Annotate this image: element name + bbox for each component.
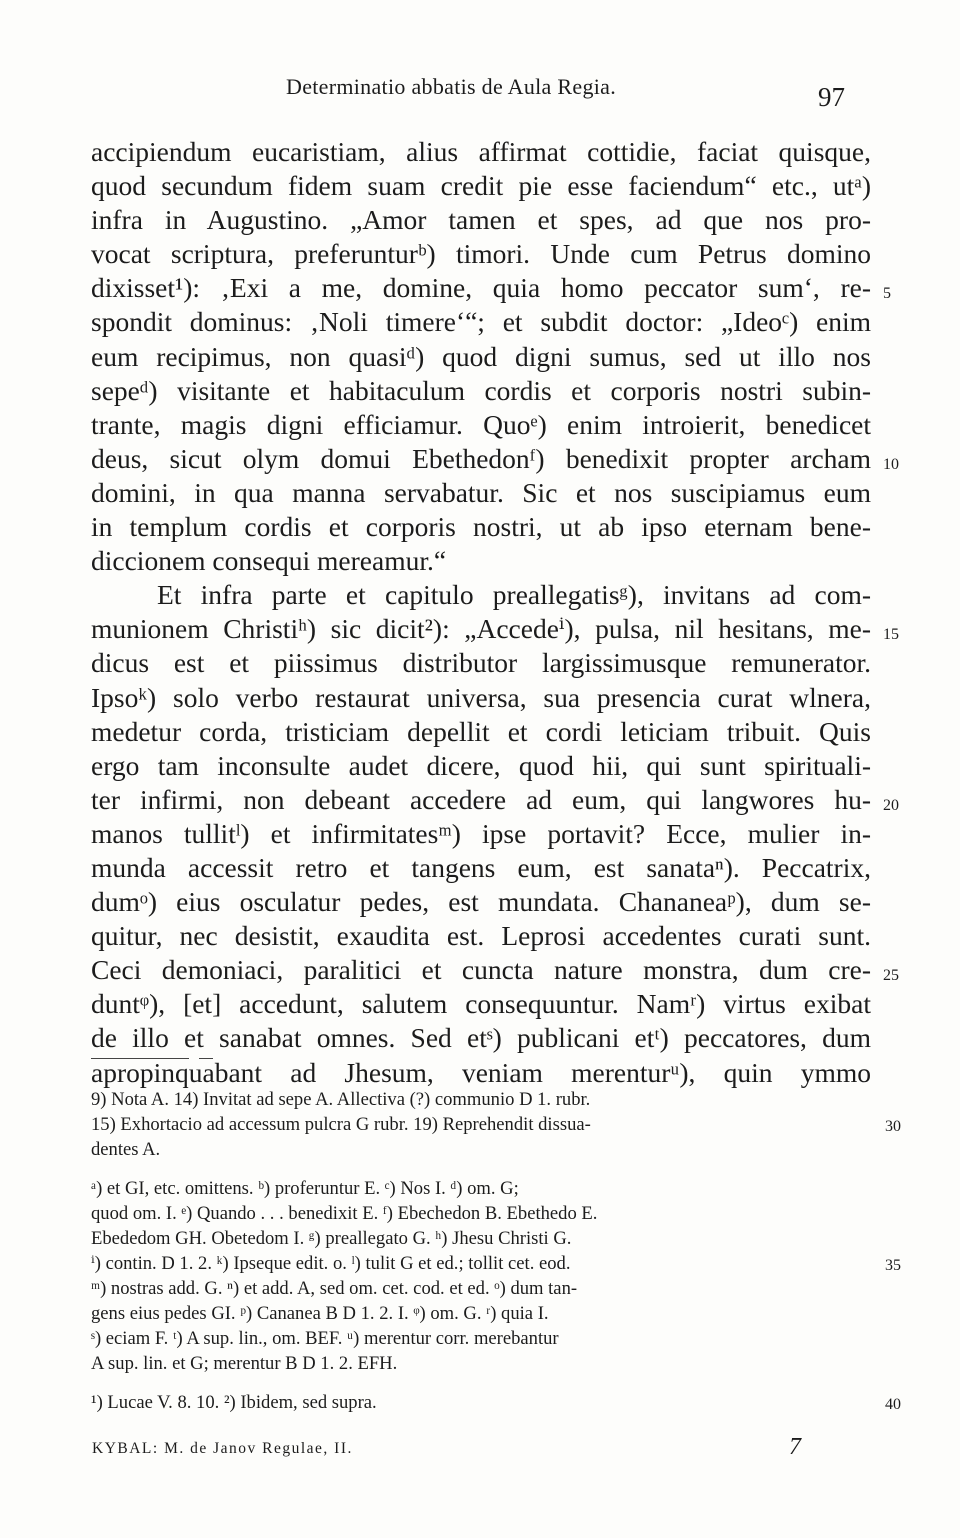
signature-line: KYBAL: M. de Janov Regulae, II. (92, 1440, 353, 1457)
line-text: deus, sicut olym domui Ebethedonᶠ) benedixit propter archam (91, 442, 871, 474)
line-text: vocat scriptura, preferunturᵇ) timori. Unde cum Petrus domino (91, 238, 871, 270)
line-text: dicus est et piissimus distributor largissimusque remunerator. (91, 647, 871, 679)
line-number: 20 (883, 796, 899, 814)
line-number: 30 (885, 1118, 901, 1135)
line-text: 15) Exhortacio ad accessum pulcra G rubr. 19) Reprehendit dissua- (91, 1114, 591, 1135)
line-text: domini, in qua manna servabatur. Sic et nos suscipiamus eum (91, 476, 871, 508)
line-text: Et infra parte et capitulo preallegatisᵍ), invitans ad com- (157, 579, 871, 611)
text-line (91, 544, 871, 578)
text-line (91, 203, 871, 237)
line-text: dentes A. (91, 1139, 161, 1160)
text-line (91, 1056, 871, 1090)
line-text: in templum cordis et corporis nostri, ut ab ipso eternam bene- (91, 511, 871, 543)
text-line (91, 715, 871, 749)
line-text: quitur, nec desistit, exaudita est. Leprosi accedentes curati sunt. (91, 920, 871, 952)
text-line (91, 1326, 873, 1351)
text-line (91, 1201, 873, 1226)
text-line (91, 885, 871, 919)
line-text: dixisset¹): ‚Exi a me, domine, quia homo peccator sum‘, re- (91, 272, 871, 304)
line-number: 10 (883, 455, 899, 473)
line-text: gens eius pedes GI. ᵖ) Cananea B D 1. 2. I. ᵠ) om. G. ʳ) quia I. (91, 1303, 549, 1324)
line-text: ᵐ) nostras add. G. ⁿ) et add. A, sed om. cet. cod. et ed. ᵒ) dum tan- (91, 1278, 578, 1299)
line-text: A sup. lin. et G; merentur B D 1. 2. EFH. (91, 1353, 398, 1374)
line-text: diccionem consequi mereamur.“ (91, 545, 447, 577)
text-line (91, 851, 871, 885)
text-line (91, 374, 871, 408)
line-text: spondit dominus: ‚Noli timere‘“; et subdit doctor: „Ideoᶜ) enim (91, 306, 871, 338)
text-line (91, 237, 871, 271)
line-number: 40 (885, 1396, 901, 1413)
line-text: medetur corda, tristiciam depellit et cordi leticiam tribuit. Quis (91, 715, 871, 747)
line-text: quod secundum fidem suam credit pie esse faciendum“ etc., utᵃ) (91, 170, 871, 202)
line-text: infra in Augustino. „Amor tamen et spes, ad que nos pro- (91, 204, 871, 236)
text-line (91, 271, 891, 305)
line-number: 25 (883, 967, 899, 985)
text-line (91, 340, 871, 374)
text-line (91, 1087, 873, 1112)
text-line (91, 612, 899, 646)
text-line (91, 169, 871, 203)
text-line (91, 476, 871, 510)
line-text: munionem Christiʰ) sic dicit²): „Accedeⁱ), pulsa, nil hesitans, me- (91, 613, 871, 645)
line-text: munda accessit retro et tangens eum, est sanataⁿ). Peccatrix, (91, 851, 871, 883)
text-line (91, 987, 871, 1021)
text-line (91, 817, 871, 851)
line-text: duntᵠ), [et] accedunt, salutem consequuntur. Namʳ) virtus exibat (91, 988, 871, 1020)
line-text: Ceci demoniaci, paralitici et cuncta nature monstra, dum cre- (91, 954, 871, 986)
text-line (91, 1176, 873, 1201)
text-line (91, 681, 871, 715)
text-line (91, 1021, 871, 1055)
text-line (91, 1301, 873, 1326)
line-text: trante, magis digni efficiamur. Quoᵉ) enim introierit, benedicet (91, 408, 871, 440)
line-text: ergo tam inconsulte audet dicere, quod hii, qui sunt spirituali- (91, 749, 871, 781)
sheet-mark: 7 (789, 1434, 801, 1460)
footnote-rule (91, 1058, 189, 1059)
footnote-rule-dash (199, 1058, 213, 1059)
text-line (91, 953, 899, 987)
line-text: ¹) Lucae V. 8. 10. ²) Ibidem, sed supra. (91, 1392, 377, 1413)
line-text: accipiendum eucaristiam, alius affirmat cottidie, faciat quisque, (91, 136, 871, 167)
line-text: ⁱ) contin. D 1. 2. ᵏ) Ipseque edit. o. ˡ) tulit G et ed.; tollit cet. eod. (91, 1253, 571, 1274)
line-text: eum recipimus, non quasiᵈ) quod digni sumus, sed ut illo nos (91, 340, 871, 372)
text-line (91, 1251, 901, 1276)
page-number: 97 (818, 82, 845, 112)
line-text: sepeᵈ) visitante et habitaculum cordis et corporis nostri subin- (91, 374, 871, 406)
line-text: Ebededom GH. Obetedom I. ᵍ) preallegato G. ʰ) Jhesu Christi G. (91, 1228, 572, 1249)
main-text (91, 135, 899, 1090)
text-line (91, 510, 871, 544)
line-text: quod om. I. ᵉ) Quando . . . benedixit E. ᶠ) Ebechedon B. Ebethedo E. (91, 1203, 598, 1224)
line-text: ᵃ) et GI, etc. omittens. ᵇ) proferuntur E. ᶜ) Nos I. ᵈ) om. G; (91, 1178, 519, 1199)
line-text: ter infirmi, non debeant accedere ad eum, qui langwores hu- (91, 783, 871, 815)
line-text: de illo et sanabat omnes. Sed etˢ) publicani etᵗ) peccatores, dum (91, 1022, 871, 1054)
line-text: manos tullitˡ) et infirmitatesᵐ) ipse portavit? Ecce, mulier in- (91, 817, 871, 849)
text-line (91, 1137, 873, 1162)
text-line (91, 1112, 901, 1137)
footnotes (91, 1087, 901, 1415)
text-line (91, 1226, 873, 1251)
text-line (91, 135, 871, 169)
line-text: ˢ) eciam F. ᵗ) A sup. lin., om. BEF. ᵘ) merentur corr. merebantur (91, 1328, 559, 1349)
line-text: Ipsoᵏ) solo verbo restaurat universa, sua presencia curat wlnera, (91, 681, 871, 713)
line-number: 35 (885, 1257, 901, 1274)
text-line (91, 442, 899, 476)
text-line (91, 646, 871, 680)
text-line (91, 1351, 873, 1376)
line-text: 9) Nota A. 14) Invitat ad sepe A. Allectiva (?) communio D 1. rubr. (91, 1089, 591, 1110)
text-line (91, 305, 871, 339)
line-number: 5 (883, 285, 891, 303)
running-title: Determinatio abbatis de Aula Regia. (286, 74, 617, 99)
line-text: dumᵒ) eius osculatur pedes, est mundata. Chananeaᵖ), dum se- (91, 886, 871, 918)
text-line (91, 1390, 901, 1415)
text-line (91, 783, 899, 817)
line-number: 15 (883, 626, 899, 644)
text-line (91, 578, 871, 612)
text-line (91, 749, 871, 783)
text-line (91, 1276, 873, 1301)
spacer (91, 1376, 873, 1390)
text-line (91, 408, 871, 442)
text-line (91, 919, 871, 953)
spacer (91, 1162, 873, 1176)
line-text: apropinquabant ad Jhesum, veniam merenturᵘ), quin ymmo (91, 1056, 871, 1088)
